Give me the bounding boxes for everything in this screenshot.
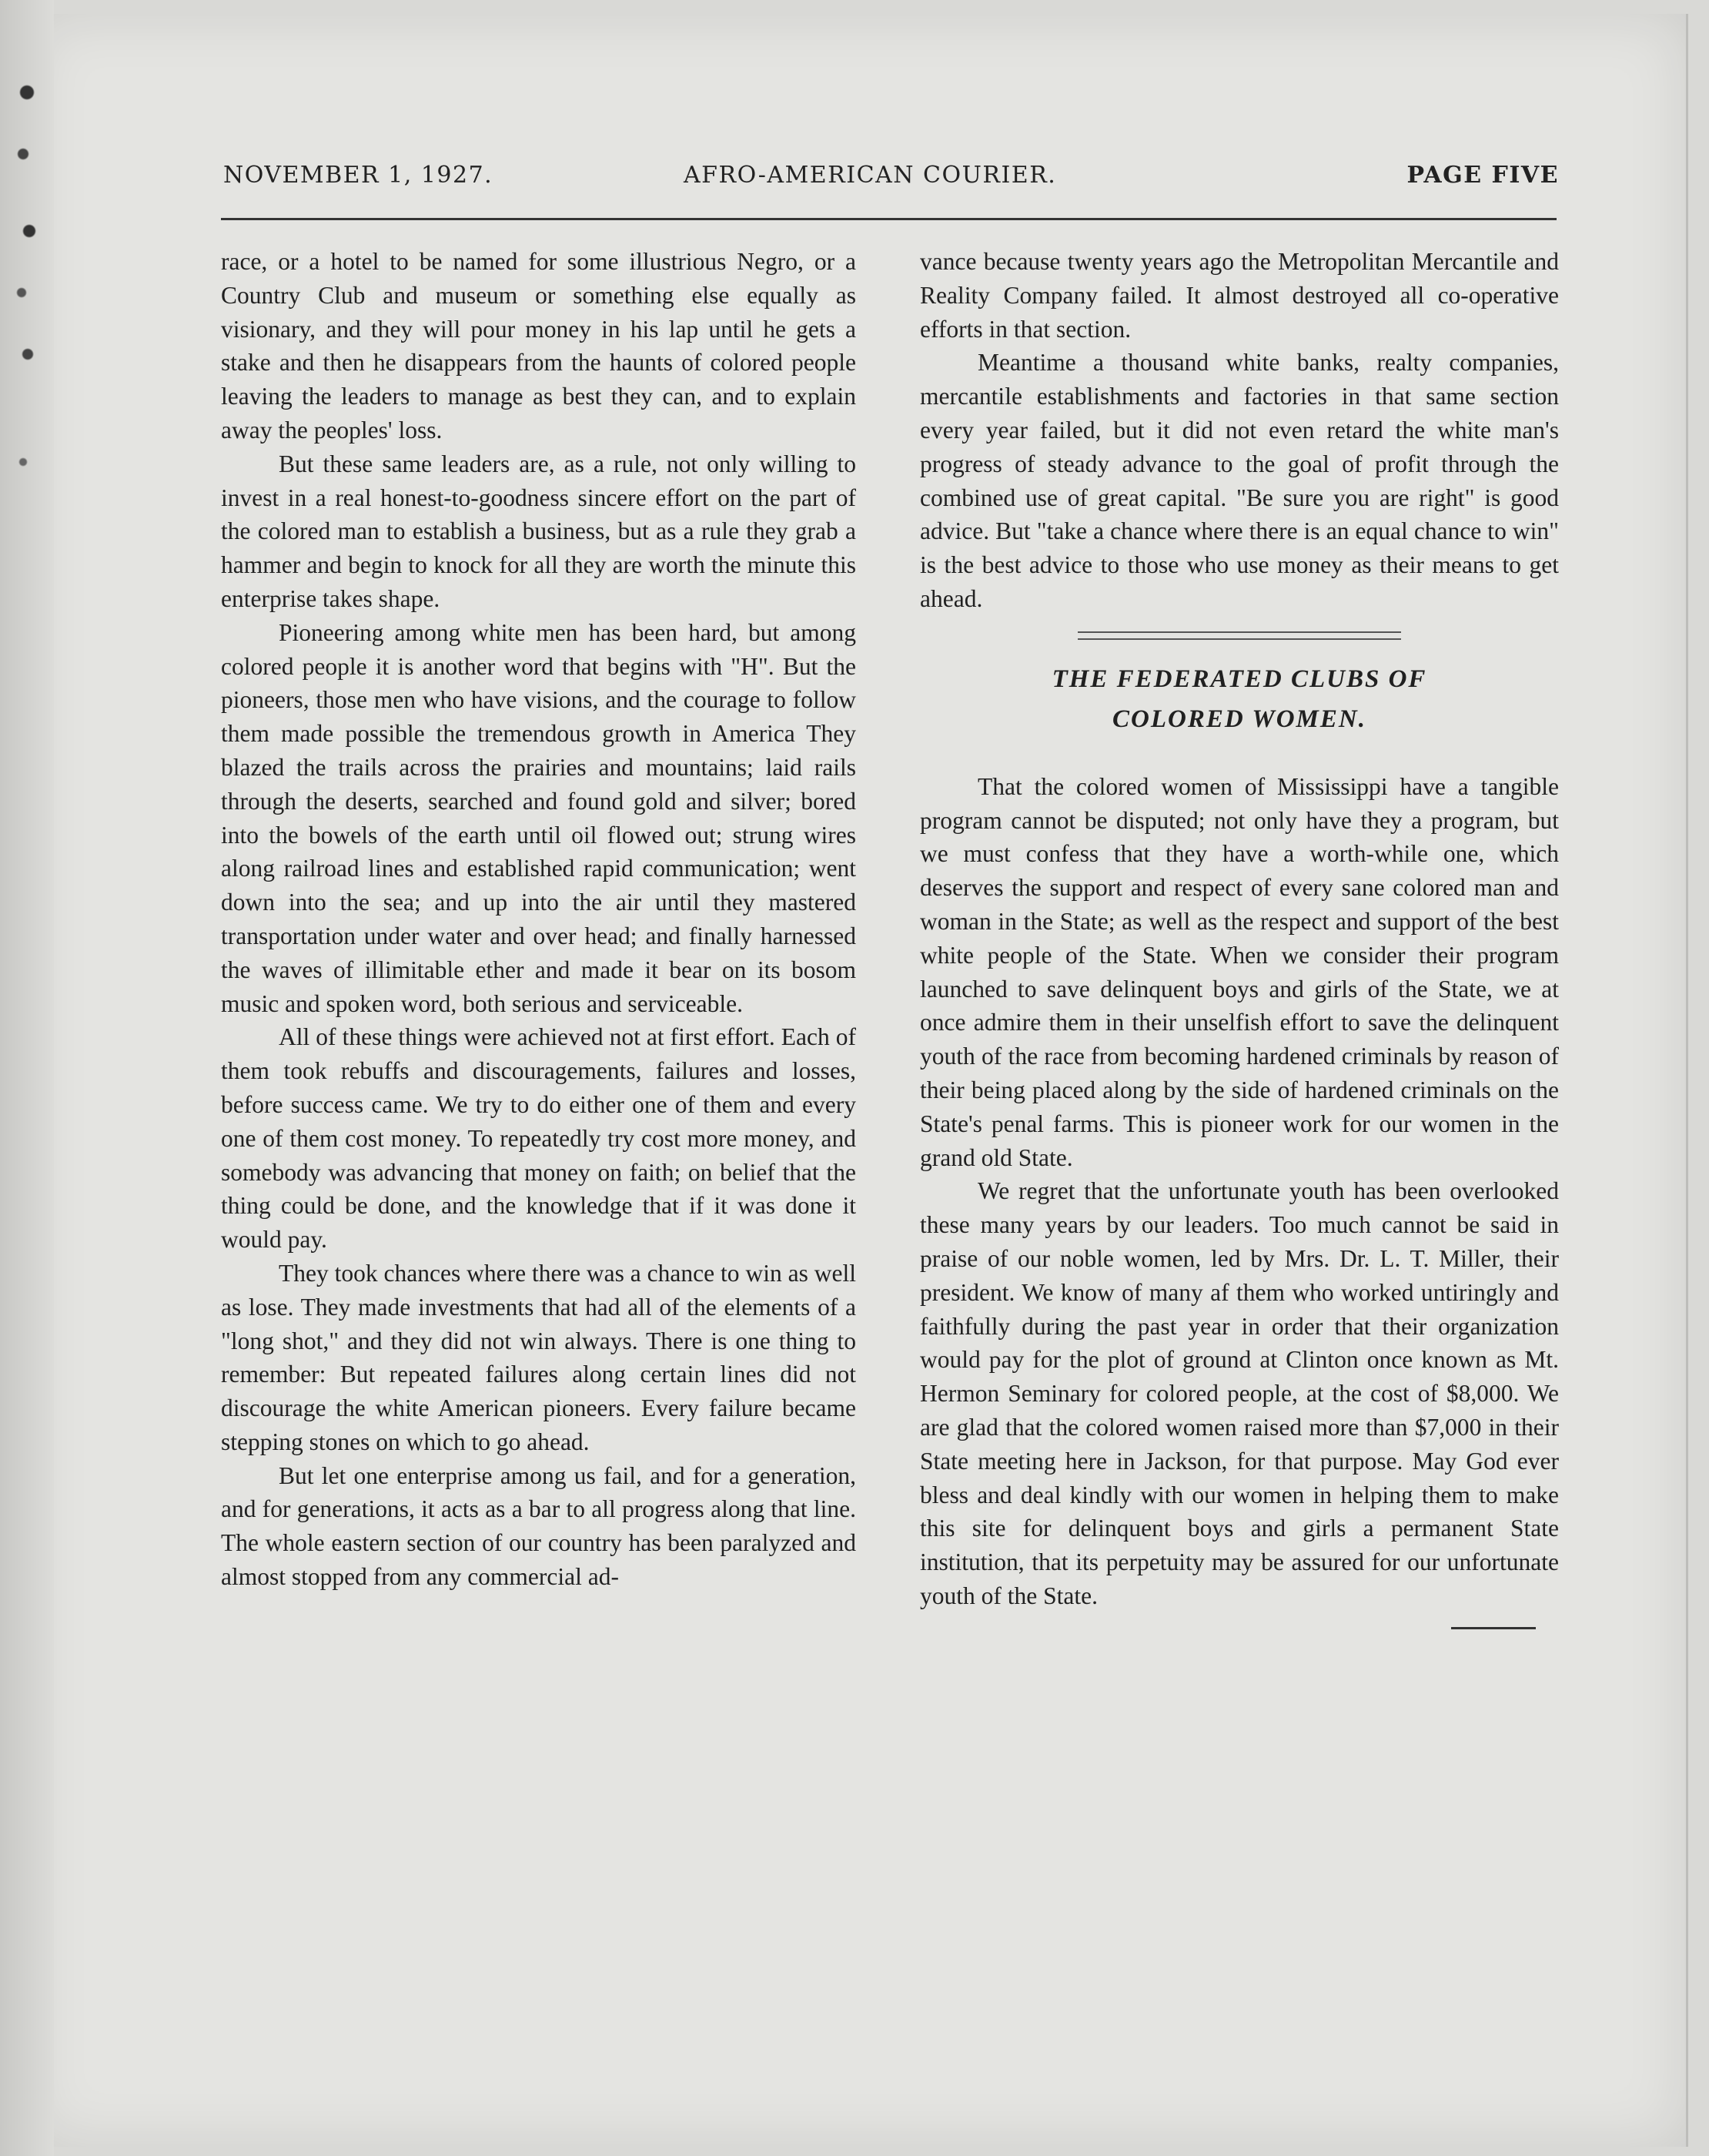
paragraph: That the colored women of Mississippi have a tangible program cannot be disputed; not only have they a program, but we must confess that they have a worth-while one, which deserves the support and respect of every sane colored man and woman in the State; as well as the respect and support of the best white people of the State. When we consider their program launched to save delinquent boys and girls of the State, we at once admire them in their unselfish effort to save the delinquent youth of the race from becoming hardened criminals by reason of their being placed along by the side of hardened criminals on the State's penal farms. This is pioneer work for our women in the grand old State. [920,772,1559,1171]
paragraph: They took chances where there was a chance to win as well as lose. They made investments that had all of the elements of a "long shot," and they did not win always. There is one thing to remember: But repeated failures along certain lines did not discourage the white American pioneers. Every failure became stepping stones on which to go ahead. [221,1259,856,1455]
paragraph: But these same leaders are, as a rule, not only willing to invest in a real honest-to-goodness sincere effort on the part of the colored man to establish a business, but as a rule they grab a hammer and begin to knock for all they are worth the minute this enterprise takes shape. [221,450,856,612]
paragraph: All of these things were achieved not at first effort. Each of them took rebuffs and discouragements, failures and losses, before success came. We try to do either one of them and every one of them cost money. To repeatedly try cost more money, and somebody was advancing that money on faith; on belief that the thing could be done, and the knowledge that if it was done it would pay. [221,1023,856,1254]
page-number: PAGE FIVE [1406,162,1559,189]
newspaper-title: AFRO-AMERICAN COURIER. [684,162,1057,189]
paragraph: vance because twenty years ago the Metropolitan Mercantile and Reality Company failed. It almost destroyed all co-operative efforts in that section. [920,248,1559,343]
paragraph: We regret that the unfortunate youth has been overlooked these many years by our leaders. Too much cannot be said in praise of our noble women, led by Mrs. Dr. L. T. Miller, their president. We know of many af them who worked untiringly and faithfully during the past year in order that their organization would pay for the plot of ground at Clinton once known as Mt. Hermon Seminary for colored people, at the cost of $8,000. We are glad that the colored women raised more than $7,000 in their State meeting here in Jackson, for that purpose. May God ever bless and deal kindly with our women in helping them to make this site for delinquent boys and girls a permanent State institution, that its perpetuity may be assured for our unfortunate youth of the State. [920,1177,1559,1609]
paragraph: race, or a hotel to be named for some illustrious Negro, or a Country Club and museum or something else equally as visionary, and they will pour money in his lap until he gets a stake and then he disappears from the haunts of colored people leaving the leaders to manage as best they can, and to explain away the peoples' loss. [221,248,856,444]
page-edge-stains [0,0,54,2156]
header-rule [221,218,1557,220]
left-column [221,245,856,1594]
paragraph: Meantime a thousand white banks, realty companies, mercantile establishments and factories in that same section every year failed, but it did not even retard the white man's progress of steady advance to the goal of profit through the combined use of great capital. "Be sure you are right" is good advice. But "take a chance where there is an equal chance to win" is the best advice to those who use money as their means to get ahead. [920,349,1559,612]
page-header [223,162,1559,200]
end-mark [1451,1627,1536,1629]
right-column [920,245,1559,1629]
article-headline [920,659,1559,739]
headline-line: COLORED WOMEN. [1112,705,1366,733]
headline-line: THE FEDERATED CLUBS OF [1052,665,1427,693]
paragraph: But let one enterprise among us fail, and for a generation, and for generations, it acts as a bar to all progress along that line. The whole eastern section of our country has been paralyzed and almost stopped from any commercial ad- [221,1461,856,1591]
paragraph: Pioneering among white men has been hard, but among colored people it is another word that begins with "H". But the pioneers, those men who have visions, and the courage to follow them made possible the tremendous growth in America They blazed the trails across the prairies and mountains; laid rails through the deserts, searched and found gold and silver; bored into the bowels of the earth until oil flowed out; strung wires along railroad lines and established rapid communication; went down into the sea; and up into the air until they mastered transportation under water and over head; and finally harnessed the waves of illimitable ether and made it bear on its bosom music and spoken word, both serious and serviceable. [221,618,856,1017]
section-divider [1078,631,1401,640]
issue-date: NOVEMBER 1, 1927. [223,162,493,189]
